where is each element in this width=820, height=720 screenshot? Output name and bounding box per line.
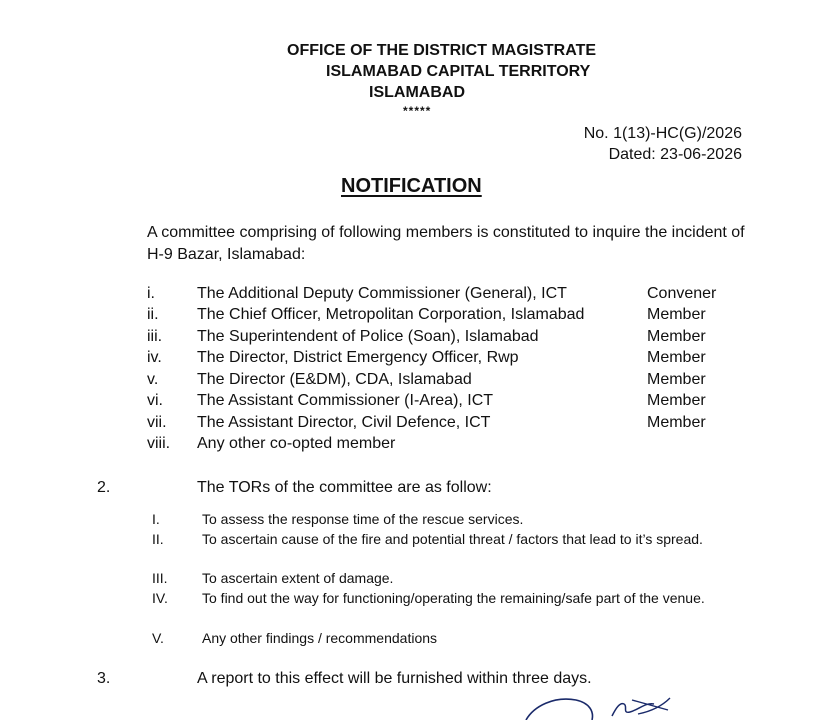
- member-name: The Director (E&DM), CDA, Islamabad: [197, 371, 472, 388]
- tor-number: III.: [152, 570, 168, 586]
- member-role: Member: [647, 414, 706, 431]
- member-number: ii.: [147, 306, 159, 323]
- member-number: viii.: [147, 435, 171, 452]
- tor-text: To ascertain extent of damage.: [202, 570, 394, 586]
- member-name: The Assistant Commissioner (I-Area), ICT: [197, 392, 494, 409]
- member-name: The Director, District Emergency Officer, Rwp: [197, 349, 519, 366]
- notification-title: NOTIFICATION: [341, 175, 482, 197]
- tor-text: To assess the response time of the rescue services.: [202, 511, 524, 527]
- tor-text: To find out the way for functioning/operating the remaining/safe part of the venue.: [202, 590, 705, 606]
- member-number: i.: [147, 285, 155, 302]
- reference-date: Dated: 23-06-2026: [608, 146, 742, 163]
- member-name: The Chief Officer, Metropolitan Corporation, Islamabad: [197, 306, 585, 323]
- member-role: Member: [647, 371, 706, 388]
- reference-number: No. 1(13)-HC(G)/2026: [583, 125, 742, 142]
- header-stars: *****: [403, 104, 432, 118]
- member-number: vii.: [147, 414, 167, 431]
- para-3-text: A report to this effect will be furnished within three days.: [197, 670, 592, 687]
- member-number: vi.: [147, 392, 163, 409]
- member-number: iv.: [147, 349, 162, 366]
- member-number: iii.: [147, 328, 163, 345]
- para-3-number: 3.: [97, 670, 111, 687]
- para-2-number: 2.: [97, 479, 111, 496]
- signature-mark: [520, 690, 690, 720]
- tor-number: IV.: [152, 590, 168, 606]
- tor-number: I.: [152, 511, 160, 527]
- tor-text: Any other findings / recommendations: [202, 630, 438, 646]
- member-role: Member: [647, 392, 706, 409]
- tor-text: To ascertain cause of the fire and potential threat / factors that lead to it’s spread.: [202, 531, 703, 547]
- member-name: The Additional Deputy Commissioner (General), ICT: [197, 285, 567, 302]
- city-heading: ISLAMABAD: [369, 84, 465, 101]
- member-name: Any other co-opted member: [197, 435, 396, 452]
- tor-number: V.: [152, 630, 164, 646]
- para-2-text: The TORs of the committee are as follow:: [197, 479, 492, 496]
- member-role: Member: [647, 349, 706, 366]
- member-name: The Assistant Director, Civil Defence, ICT: [197, 414, 491, 431]
- member-role: Member: [647, 306, 706, 323]
- member-role: Convener: [647, 285, 717, 302]
- tor-number: II.: [152, 531, 164, 547]
- territory-heading: ISLAMABAD CAPITAL TERRITORY: [326, 63, 591, 80]
- office-heading: OFFICE OF THE DISTRICT MAGISTRATE: [287, 42, 597, 59]
- member-number: v.: [147, 371, 159, 388]
- member-name: The Superintendent of Police (Soan), Islamabad: [197, 328, 539, 345]
- intro-paragraph: A committee comprising of following members is constituted to inquire the incident of H-9 Bazar, Islamabad:: [147, 224, 745, 263]
- member-role: Member: [647, 328, 706, 345]
